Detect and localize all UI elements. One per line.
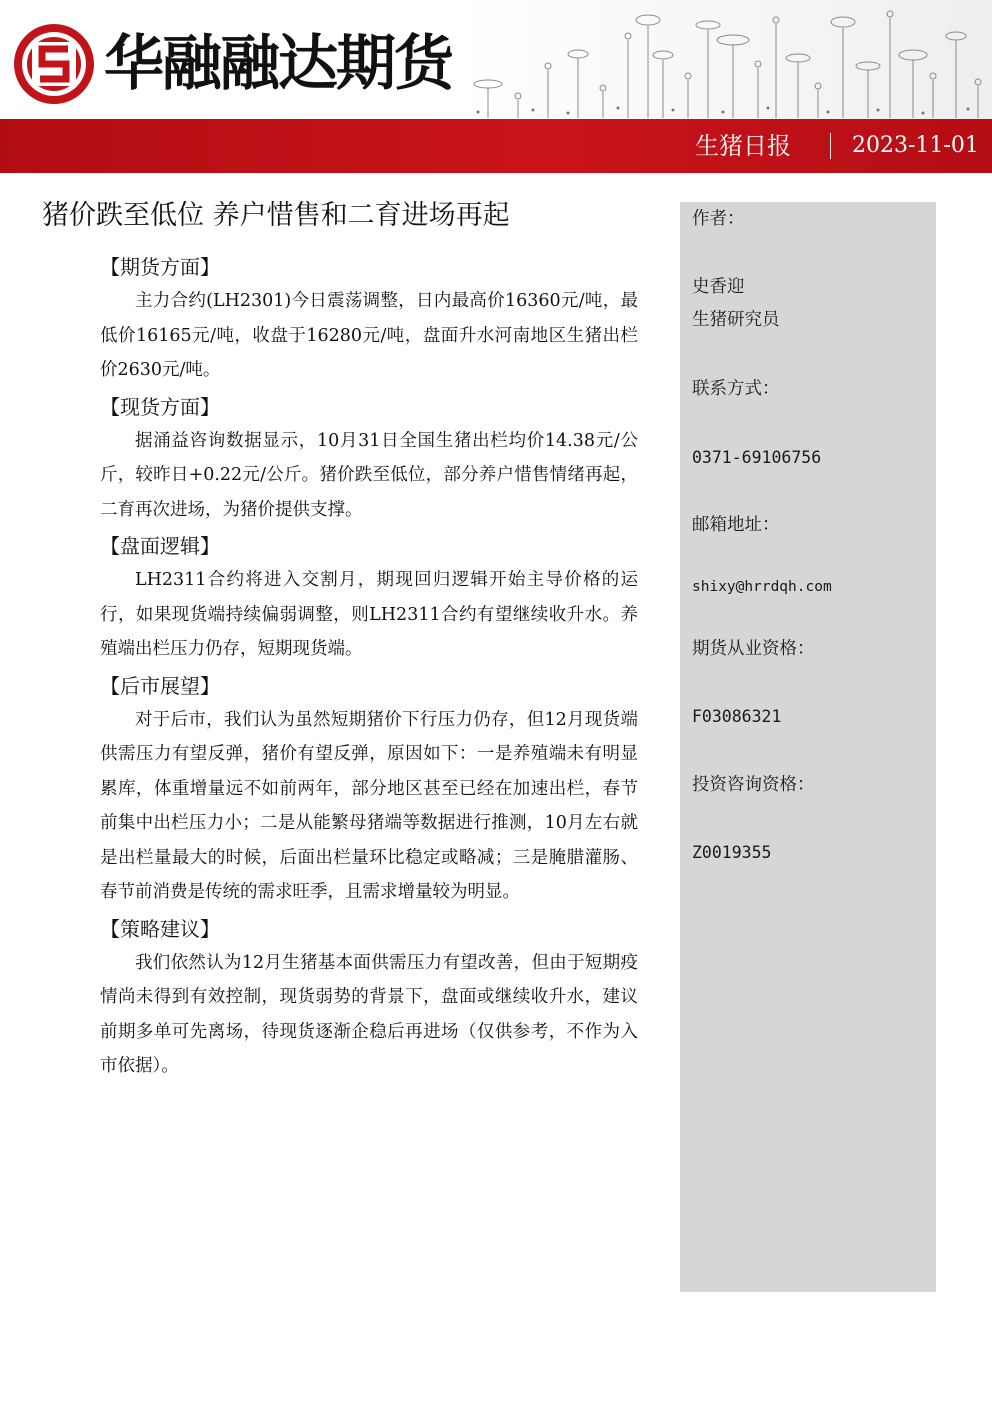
section-paragraph-strategy: 我们依然认为12月生猪基本面供需压力有望改善，但由于短期疫情尚未得到有效控制，现货弱势的背景下，盘面或继续收升水，建议前期多单可先离场，待现货逐渐企稳后再进场（仅供参考，不作为入市依据）。 — [100, 952, 638, 1076]
section-heading-outlook: 【后市展望】 — [100, 673, 220, 698]
futures-qualification-label: 期货从业资格： — [692, 639, 815, 659]
report-title: 猪价跌至低位 养户惜售和二育进场再起 — [42, 200, 510, 231]
header-decoration — [458, 0, 992, 120]
section-heading-strategy: 【策略建议】 — [100, 916, 220, 941]
contact-phone: 0371-69106756 — [692, 448, 822, 467]
investment-qualification-label: 投资咨询资格： — [692, 775, 815, 795]
author-sidebar — [680, 202, 936, 1292]
report-date: 2023-11-01 — [852, 133, 979, 158]
investment-qualification-number: Z0019355 — [692, 843, 772, 862]
section-heading-spot: 【现货方面】 — [100, 394, 220, 419]
section-heading-logic: 【盘面逻辑】 — [100, 534, 220, 558]
header-bar — [0, 119, 992, 173]
author-label: 作者： — [692, 209, 745, 229]
header-separator — [830, 133, 831, 159]
contact-label: 联系方式： — [692, 379, 780, 399]
section-paragraph-spot: 据涌益咨询数据显示，10月31日全国生猪出栏均价14.38元/公斤，较昨日+0.22元/公斤。猪价跌至低位，部分养户惜售情绪再起，二育再次进场，为猪价提供支撑。 — [100, 430, 638, 520]
author-role: 生猪研究员 — [692, 310, 780, 330]
futures-qualification-number: F03086321 — [692, 707, 782, 726]
section-paragraph-futures: 主力合约(LH2301)今日震荡调整，日内最高价16360元/吨，最低价16165元/吨，收盘于16280元/吨，盘面升水河南地区生猪出栏价2630元/吨。 — [100, 291, 638, 380]
email-address: shixy@hrrdqh.com — [692, 579, 832, 595]
email-label: 邮箱地址： — [692, 515, 780, 535]
author-name: 史香迎 — [692, 277, 745, 297]
section-heading-futures: 【期货方面】 — [100, 255, 220, 279]
report-type: 生猪日报 — [695, 132, 791, 160]
section-paragraph-outlook: 对于后市，我们认为虽然短期猪价下行压力仍存，但12月现货端供需压力有望反弹，猪价有望反弹，原因如下：一是养殖端未有明显累库，体重增量远不如前两年，部分地区甚至已经在加速出栏，春节前集中出栏压力小；二是从能繁母猪端等数据进行推测，10月左右就是出栏量最大的时候，后面出栏量环比稳定或略减；三是腌腊灌肠、春节前消费是传统的需求旺季，且需求增量较为明显。 — [100, 709, 638, 902]
report-body — [100, 252, 638, 1088]
company-logo-icon — [12, 22, 96, 106]
company-name: 华融融达期货 — [104, 29, 452, 99]
section-paragraph-logic: LH2311合约将进入交割月，期现回归逻辑开始主导价格的运行，如果现货端持续偏弱调整，则LH2311合约有望继续收升水。养殖端出栏压力仍存，短期现货端。 — [100, 570, 638, 659]
